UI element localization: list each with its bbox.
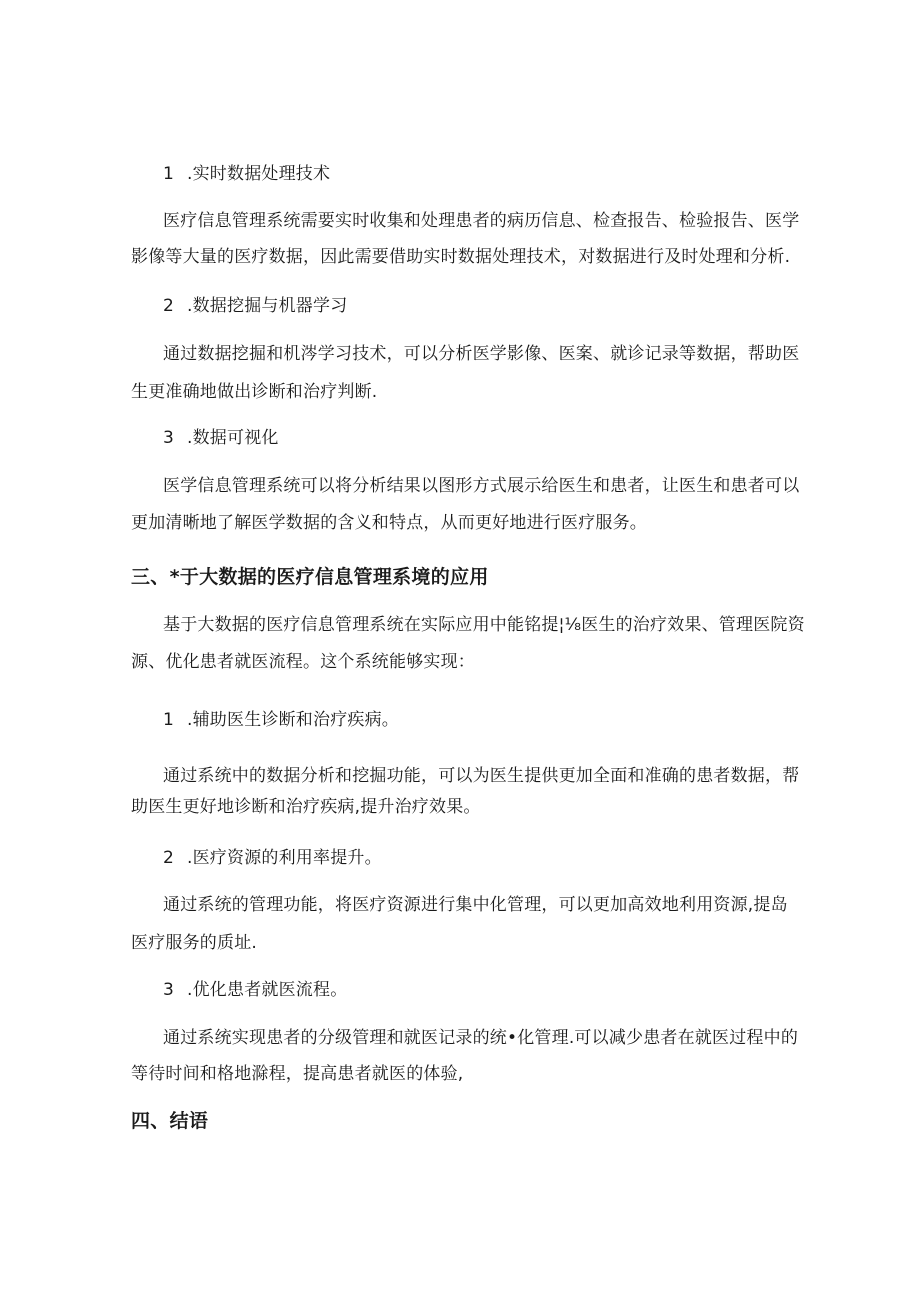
list-item-label: .数据挖掘与机器学习 [187,296,348,316]
paragraph-line: 源、优化患者就医流程。这个系统能够实现： [131,652,475,672]
list-item-number: 3 [163,428,175,448]
paragraph-line: 助医生更好地诊断和治疗疾病,提升治疗效果。 [131,797,481,817]
list-item-title [163,847,382,869]
paragraph-line: 基于大数据的医疗信息管理系统在实际应用中能铭提¦⅛医生的治疗效果、管理医院资 [163,615,805,635]
list-item-label: .实时数据处理技术 [187,164,331,184]
list-item-label: .辅助医生诊断和治疗疾病。 [187,710,400,730]
paragraph-line: 更加清晰地了解医学数据的含义和特点，从而更好地进行医疗服务。 [131,513,647,533]
list-item-title [163,709,399,731]
list-item-number: 3 [163,980,175,1000]
paragraph-line: 通过数据挖掘和机涔学习技术，可以分析医学影像、医案、就诊记录等数据，帮助医 [163,344,800,364]
list-item-title [163,163,330,185]
paragraph-line: 医学信息管理系统可以将分析结果以图形方式展示给医生和患者，让医生和患者可以 [163,476,800,496]
list-item-title [163,427,279,449]
paragraph-line: 通过系统中的数据分析和挖掘功能，可以为医生提供更加全面和准确的患者数据，帮 [163,766,800,786]
section-heading: 四、结语 [131,1110,209,1132]
section-heading: 三、*于大数据的医疗信息管理系境的应用 [131,566,489,588]
paragraph-line: 影像等大量的医疗数据，因此需要借助实时数据处理技术，对数据进行及时处理和分析. [131,247,791,267]
list-item-title [163,979,347,1001]
list-item-label: .医疗资源的利用率提升。 [187,848,382,868]
paragraph-line: 通过系统的管理功能，将医疗资源进行集中化管理，可以更加高效地利用资源,提岛 [163,895,788,915]
paragraph-line: 等待时间和格地滁程，提高患者就医的体验, [131,1064,464,1084]
list-item-number: 1 [163,164,175,184]
paragraph-line: 医疗信息管理系统需要实时收集和处理患者的病历信息、检查报告、检验报告、医学 [163,211,800,231]
paragraph-line: 通过系统实现患者的分级管理和就医记录的统•化管理.可以减少患者在就医过程中的 [163,1028,799,1048]
list-item-title [163,295,347,317]
list-item-number: 1 [163,710,175,730]
list-item-number: 2 [163,848,175,868]
list-item-label: .数据可视化 [187,428,279,448]
list-item-label: .优化患者就医流程。 [187,980,348,1000]
paragraph-line: 医疗服务的质址. [131,933,258,953]
list-item-number: 2 [163,296,175,316]
paragraph-line: 生更准确地做出诊断和治疗判断. [131,382,378,402]
